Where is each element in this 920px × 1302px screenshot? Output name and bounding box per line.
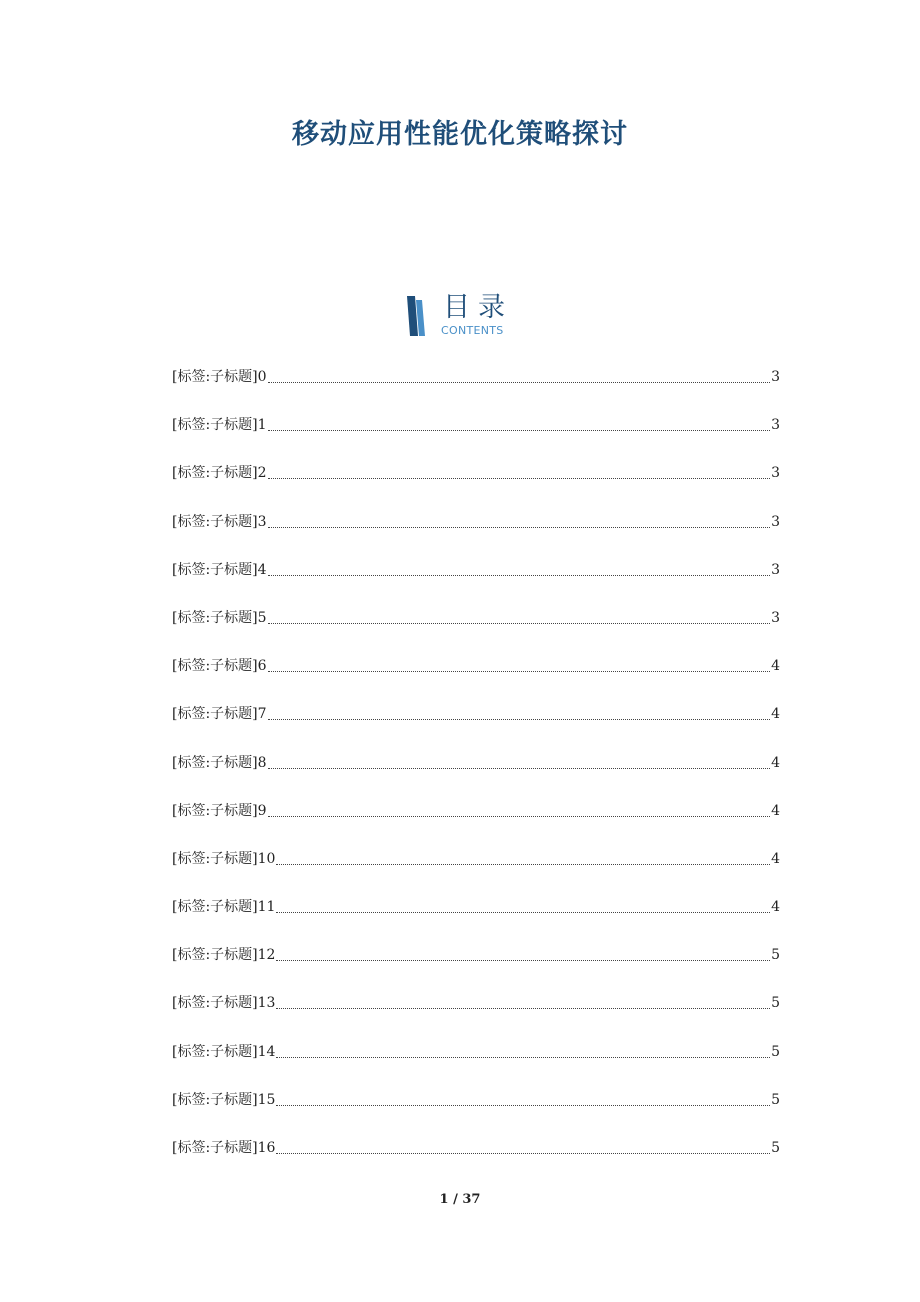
toc-entry-label: [标签:子标题]10 [172, 850, 276, 867]
toc-dot-leader [268, 800, 771, 817]
toc-entry[interactable] [172, 944, 780, 992]
toc-entry-label: [标签:子标题]14 [172, 1043, 276, 1060]
toc-entry-page: 5 [771, 995, 780, 1012]
toc-entry[interactable] [172, 800, 780, 848]
document-title: 移动应用性能优化策略探讨 [292, 119, 628, 150]
toc-entry[interactable] [172, 1089, 780, 1137]
toc-entry[interactable] [172, 896, 780, 944]
toc-dot-leader [276, 848, 770, 865]
toc-dot-leader [268, 752, 771, 769]
toc-entry-page: 3 [771, 369, 780, 385]
toc-dot-leader [268, 414, 771, 431]
toc-entry-page: 3 [771, 609, 780, 626]
toc-entry-label: [标签:子标题]2 [172, 465, 267, 482]
toc-entry-page: 4 [771, 850, 780, 867]
toc-dot-leader [276, 992, 770, 1009]
toc-entry[interactable] [172, 752, 780, 800]
toc-dot-leader [268, 366, 771, 383]
toc-entry-page: 3 [771, 417, 780, 434]
toc-entry-page: 5 [771, 1140, 780, 1156]
toc-dot-leader [276, 1041, 770, 1058]
toc-dot-leader [268, 655, 771, 672]
toc-entry[interactable] [172, 414, 780, 462]
toc-dot-leader [276, 1089, 770, 1106]
toc-entry-page: 4 [771, 658, 780, 675]
toc-entry-page: 4 [771, 899, 780, 916]
toc-dot-leader [268, 703, 771, 720]
toc-entry-label: [标签:子标题]3 [172, 513, 267, 530]
toc-entry-page: 3 [771, 513, 780, 530]
toc-entry[interactable] [172, 1041, 780, 1089]
toc-entry[interactable] [172, 703, 780, 751]
toc-entry-label: [标签:子标题]9 [172, 802, 267, 819]
toc-entry[interactable] [172, 607, 780, 655]
toc-entry-label: [标签:子标题]1 [172, 417, 267, 434]
toc-entry-label: [标签:子标题]8 [172, 754, 267, 771]
toc-entry-label: [标签:子标题]5 [172, 609, 267, 626]
toc-entry-label: [标签:子标题]15 [172, 1091, 276, 1108]
toc-entry-page: 4 [771, 706, 780, 723]
toc-entry-label: [标签:子标题]6 [172, 658, 267, 675]
toc-entry[interactable] [172, 1137, 780, 1185]
page-indicator: 1 / 37 [439, 1192, 481, 1207]
toc-dot-leader [268, 511, 771, 528]
toc-list [172, 366, 780, 1185]
toc-entry-page: 3 [771, 561, 780, 578]
toc-entry-page: 5 [771, 947, 780, 964]
toc-entry-page: 4 [771, 802, 780, 819]
toc-entry-label: [标签:子标题]13 [172, 995, 276, 1012]
toc-dot-leader [268, 607, 771, 624]
toc-subheading: CONTENTS [441, 324, 504, 337]
toc-entry[interactable] [172, 511, 780, 559]
toc-entry[interactable] [172, 848, 780, 896]
toc-entry[interactable] [172, 559, 780, 607]
toc-entry-label: [标签:子标题]4 [172, 561, 267, 578]
toc-dot-leader [276, 896, 770, 913]
toc-entry-page: 5 [771, 1043, 780, 1060]
toc-entry-page: 3 [771, 465, 780, 482]
toc-heading: 目录 [443, 292, 513, 323]
toc-entry-label: [标签:子标题]12 [172, 947, 276, 964]
book-logo-icon [405, 294, 431, 338]
toc-entry-label: [标签:子标题]7 [172, 706, 267, 723]
toc-entry-label: [标签:子标题]11 [172, 899, 276, 916]
toc-entry-page: 5 [771, 1091, 780, 1108]
toc-dot-leader [276, 944, 770, 961]
toc-entry-label: [标签:子标题]0 [172, 369, 267, 385]
toc-dot-leader [268, 462, 771, 479]
toc-dot-leader [276, 1137, 770, 1154]
toc-entry-page: 4 [771, 754, 780, 771]
toc-entry[interactable] [172, 992, 780, 1040]
toc-dot-leader [268, 559, 771, 576]
toc-entry[interactable] [172, 366, 780, 414]
toc-entry[interactable] [172, 462, 780, 510]
toc-header [405, 294, 545, 340]
toc-entry-label: [标签:子标题]16 [172, 1140, 276, 1156]
toc-entry[interactable] [172, 655, 780, 703]
